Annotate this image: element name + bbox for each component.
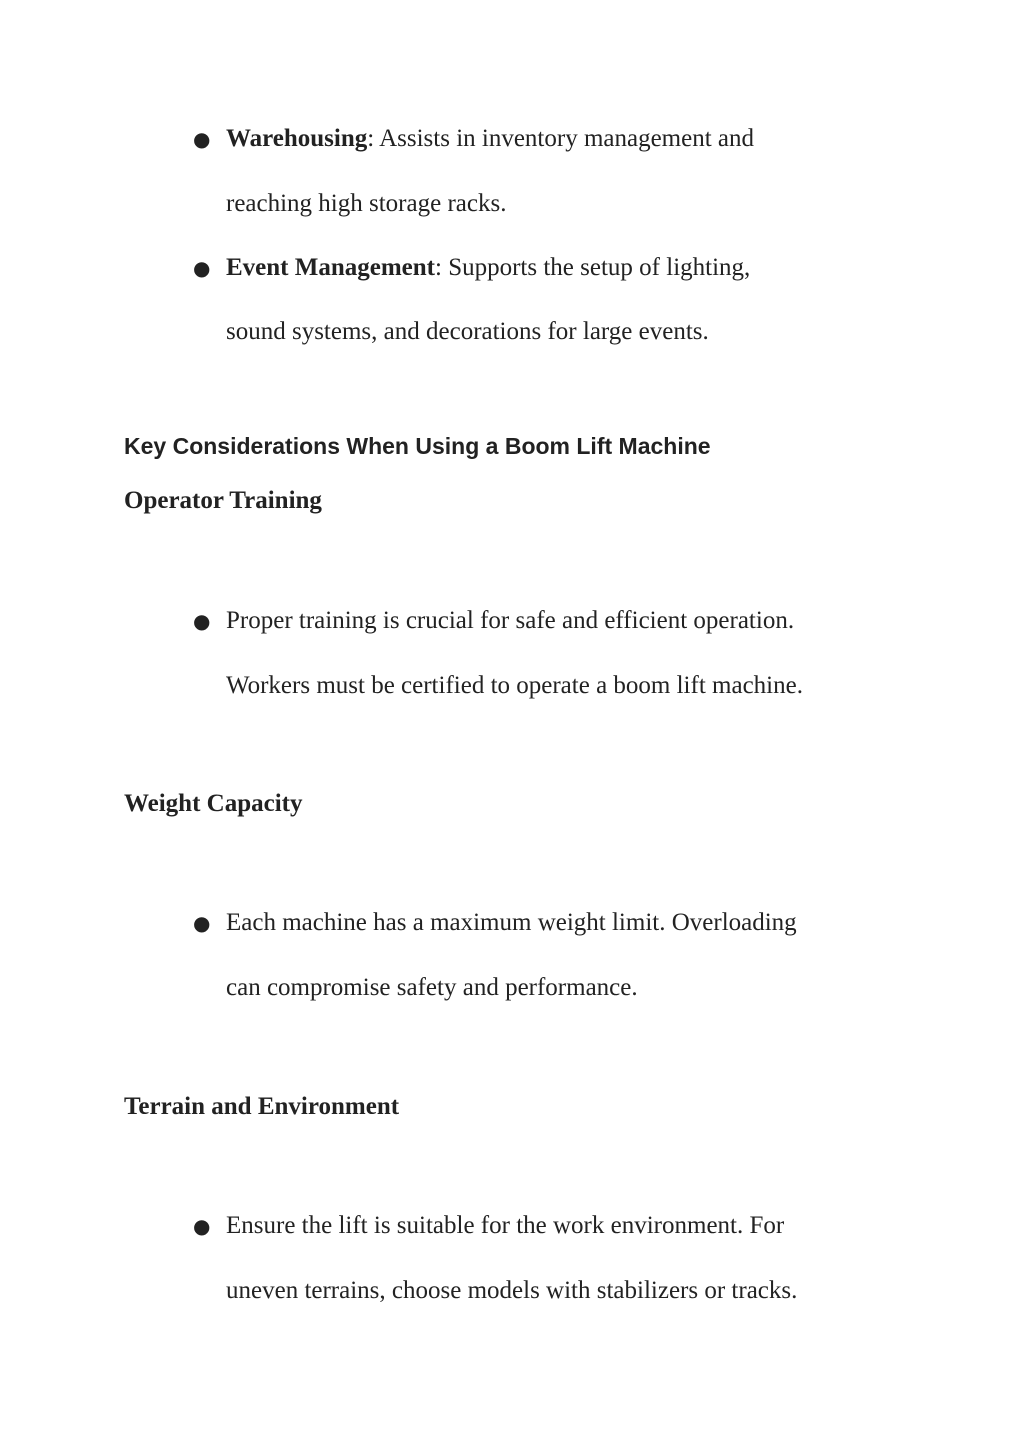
list-item-continuation: reaching high storage racks.	[226, 190, 507, 217]
list-item-warehousing	[226, 124, 754, 154]
bullet-icon: ●	[193, 1214, 211, 1238]
bullet-icon: ●	[193, 609, 211, 633]
section-heading: Key Considerations When Using a Boom Lift Machine	[124, 433, 711, 459]
subheading-weight-capacity: Weight Capacity	[124, 790, 303, 817]
bullet-text: Ensure the lift is suitable for the work environment. For	[226, 1212, 785, 1239]
list-item-text: Assists in inventory management and	[379, 125, 755, 152]
bullet-text-continuation: uneven terrains, choose models with stabilizers or tracks.	[226, 1277, 798, 1304]
bullet-text: Each machine has a maximum weight limit. Overloading	[226, 909, 797, 936]
list-item-separator: :	[367, 125, 380, 152]
list-item-text: Supports the setup of lighting,	[448, 254, 751, 281]
bullet-icon: ●	[193, 127, 211, 151]
bullet-icon: ●	[193, 256, 211, 280]
bullet-text-continuation: Workers must be certified to operate a boom lift machine.	[226, 672, 803, 699]
list-item-separator: :	[435, 254, 449, 281]
bullet-text: Proper training is crucial for safe and efficient operation.	[226, 607, 795, 634]
subheading-terrain-environment: Terrain and Environment	[124, 1093, 400, 1120]
list-item-event-management	[226, 253, 750, 283]
list-item-term: Warehousing	[226, 125, 368, 152]
subheading-operator-training: Operator Training	[124, 487, 322, 514]
bullet-icon: ●	[193, 911, 211, 935]
list-item-continuation: sound systems, and decorations for large events.	[226, 318, 709, 345]
list-item-term: Event Management	[226, 254, 435, 281]
bullet-text-continuation: can compromise safety and performance.	[226, 974, 638, 1001]
